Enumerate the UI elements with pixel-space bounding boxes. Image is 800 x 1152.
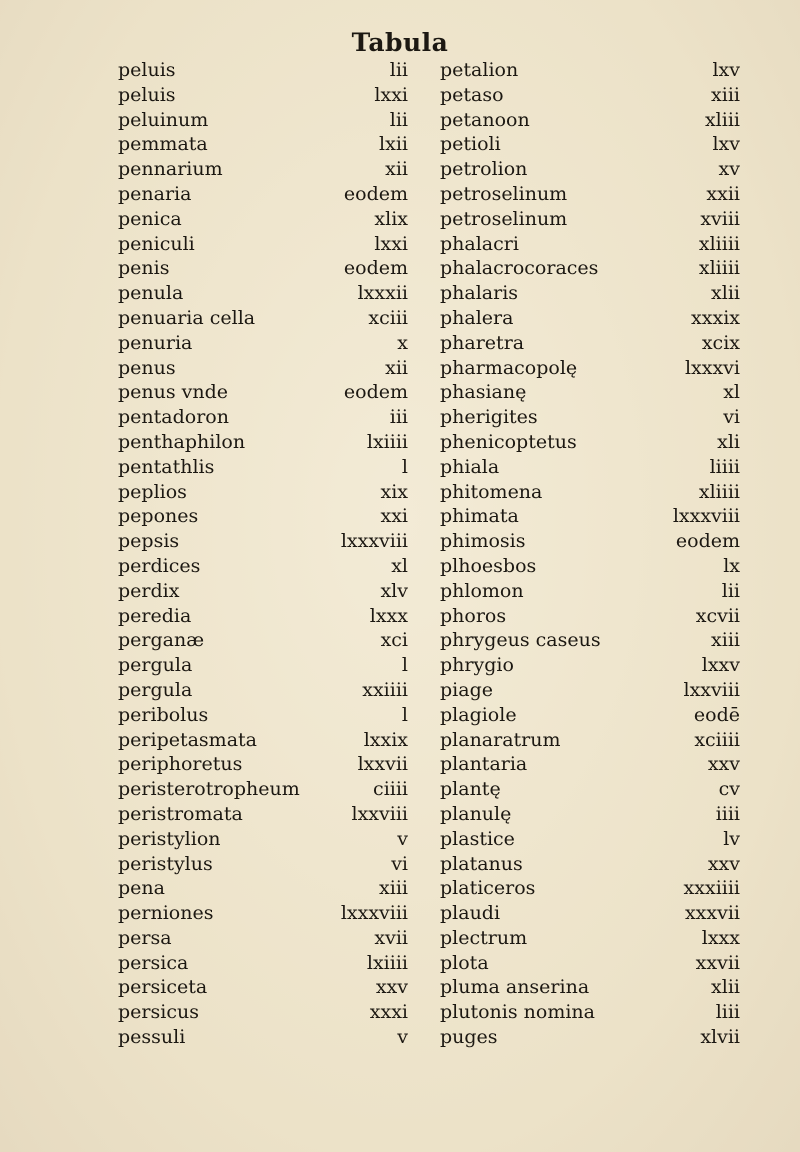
index-term: phalacri <box>440 232 519 255</box>
index-entry <box>118 108 408 133</box>
index-term: pessuli <box>118 1026 186 1049</box>
folio-reference: lxxxii <box>357 282 408 305</box>
folio-reference: xix <box>380 480 408 503</box>
folio-reference: lv <box>723 827 740 850</box>
folio-reference: l <box>401 703 408 726</box>
folio-reference: xliiii <box>698 480 740 503</box>
folio-reference: xxiiii <box>362 678 408 701</box>
index-term: plota <box>440 951 489 974</box>
index-entry <box>118 504 408 529</box>
index-term: plantę <box>440 778 501 801</box>
index-entry <box>440 554 740 579</box>
folio-reference: xxxix <box>691 306 740 329</box>
folio-reference: xviii <box>700 207 740 230</box>
index-term: penus <box>118 356 176 379</box>
folio-reference: lii <box>389 108 408 131</box>
page-title: Tabula <box>351 28 449 57</box>
index-term: peribolus <box>118 703 209 726</box>
index-term: pluma anserina <box>440 976 590 999</box>
index-entry <box>440 405 740 430</box>
index-entry <box>118 232 408 257</box>
index-entry <box>118 480 408 505</box>
folio-reference: liiii <box>709 455 740 478</box>
index-entry <box>118 132 408 157</box>
index-entry <box>118 975 408 1000</box>
folio-reference: xxii <box>706 182 740 205</box>
folio-reference: lxxv <box>701 654 740 677</box>
folio-reference: xxi <box>380 505 408 528</box>
index-term: phimata <box>440 505 519 528</box>
folio-reference: l <box>401 654 408 677</box>
folio-reference: eodē <box>693 703 740 726</box>
index-entry <box>440 678 740 703</box>
index-term: penus vnde <box>118 381 229 404</box>
folio-reference: lxiiii <box>366 951 408 974</box>
index-entry <box>440 281 740 306</box>
folio-reference: lxv <box>712 133 740 156</box>
index-entry <box>440 306 740 331</box>
folio-reference: xiii <box>379 877 408 900</box>
index-entry <box>440 529 740 554</box>
index-entry <box>118 256 408 281</box>
folio-reference: lxxvii <box>357 753 408 776</box>
index-entry <box>440 480 740 505</box>
index-entry <box>440 232 740 257</box>
folio-reference: lxxx <box>701 926 740 949</box>
index-term: platiceros <box>440 877 536 900</box>
folio-reference: liii <box>715 1001 740 1024</box>
index-entry <box>440 876 740 901</box>
folio-reference: xliiii <box>698 232 740 255</box>
index-term: peripetasmata <box>118 728 257 751</box>
index-entry <box>440 653 740 678</box>
folio-reference: xv <box>718 158 740 181</box>
index-entry <box>118 728 408 753</box>
folio-reference: lx <box>723 554 740 577</box>
index-entry <box>440 901 740 926</box>
folio-reference: vi <box>723 406 740 429</box>
folio-reference: lxxxvi <box>684 356 740 379</box>
folio-reference: xxvii <box>695 951 740 974</box>
index-entry <box>118 182 408 207</box>
left-column <box>118 58 408 1050</box>
folio-reference: lxxxviii <box>672 505 740 528</box>
index-term: persa <box>118 926 172 949</box>
folio-reference: eodem <box>343 381 408 404</box>
index-term: penthaphilon <box>118 430 246 453</box>
index-entry <box>440 752 740 777</box>
index-entry <box>440 728 740 753</box>
index-term: plectrum <box>440 926 528 949</box>
folio-reference: cv <box>718 778 740 801</box>
index-entry <box>440 1025 740 1050</box>
index-entry <box>440 430 740 455</box>
index-term: peplios <box>118 480 187 503</box>
index-entry <box>118 703 408 728</box>
index-term: phrygio <box>440 654 514 677</box>
folio-reference: lxxxviii <box>340 530 408 553</box>
folio-reference: lxxx <box>369 604 408 627</box>
index-term: penica <box>118 207 182 230</box>
index-entry <box>440 380 740 405</box>
index-term: phitomena <box>440 480 543 503</box>
index-entry <box>440 356 740 381</box>
folio-reference: eodem <box>675 530 740 553</box>
index-entry <box>118 331 408 356</box>
index-term: phasianę <box>440 381 527 404</box>
index-entry <box>118 58 408 83</box>
index-term: perganæ <box>118 629 205 652</box>
folio-reference: x <box>397 331 408 354</box>
folio-reference: lxxxviii <box>340 902 408 925</box>
folio-reference: vi <box>391 852 408 875</box>
index-entry <box>440 975 740 1000</box>
index-term: pennarium <box>118 158 223 181</box>
index-term: peniculi <box>118 232 195 255</box>
index-term: peluis <box>118 83 176 106</box>
index-term: petioli <box>440 133 501 156</box>
index-term: periphoretus <box>118 753 243 776</box>
index-entry <box>118 207 408 232</box>
index-term: phlomon <box>440 579 524 602</box>
folio-reference: lii <box>721 579 740 602</box>
index-entry <box>118 951 408 976</box>
index-term: peristylus <box>118 852 213 875</box>
folio-reference: lxxviii <box>683 678 740 701</box>
index-term: perniones <box>118 902 214 925</box>
index-term: penula <box>118 282 184 305</box>
folio-reference: xciiii <box>694 728 740 751</box>
index-term: petanoon <box>440 108 530 131</box>
index-term: peristerotropheum <box>118 778 300 801</box>
index-term: pherigites <box>440 406 538 429</box>
index-term: penis <box>118 257 170 280</box>
index-term: plutonis nomina <box>440 1001 595 1024</box>
index-entry <box>118 157 408 182</box>
index-term: perdix <box>118 579 180 602</box>
index-term: petalion <box>440 59 519 81</box>
index-term: pergula <box>118 678 193 701</box>
index-term: pentathlis <box>118 455 215 478</box>
folio-reference: xl <box>391 554 408 577</box>
folio-reference: lxii <box>379 133 408 156</box>
index-term: phimosis <box>440 530 526 553</box>
index-entry <box>118 852 408 877</box>
index-entry <box>118 405 408 430</box>
folio-reference: xxv <box>375 976 408 999</box>
index-entry <box>118 579 408 604</box>
index-entry <box>118 554 408 579</box>
index-entry <box>118 1025 408 1050</box>
index-term: penuaria cella <box>118 306 256 329</box>
index-entry <box>118 628 408 653</box>
index-term: planaratrum <box>440 728 561 751</box>
index-term: penuria <box>118 331 193 354</box>
folio-reference: lxxviii <box>351 802 408 825</box>
index-term: persicus <box>118 1001 199 1024</box>
folio-reference: xlii <box>711 976 740 999</box>
index-entry <box>118 752 408 777</box>
index-term: piage <box>440 678 493 701</box>
folio-reference: xlii <box>711 282 740 305</box>
folio-reference: lxxi <box>374 232 408 255</box>
index-entry <box>440 182 740 207</box>
index-term: petaso <box>440 83 504 106</box>
index-term: phiala <box>440 455 500 478</box>
index-entry <box>118 876 408 901</box>
index-entry <box>118 306 408 331</box>
folio-reference: iii <box>389 406 408 429</box>
index-entry <box>440 1000 740 1025</box>
index-entry <box>440 132 740 157</box>
index-term: plhoesbos <box>440 554 537 577</box>
index-entry <box>118 529 408 554</box>
folio-reference: xvii <box>374 926 408 949</box>
index-term: petroselinum <box>440 182 568 205</box>
folio-reference: l <box>401 455 408 478</box>
folio-reference: xxxi <box>369 1001 408 1024</box>
index-entry <box>118 83 408 108</box>
index-term: phalera <box>440 306 514 329</box>
folio-reference: xliii <box>704 108 740 131</box>
index-term: phalacrocoraces <box>440 257 599 280</box>
index-entry <box>440 83 740 108</box>
index-entry <box>118 802 408 827</box>
index-term: peredia <box>118 604 192 627</box>
folio-reference: xciii <box>368 306 408 329</box>
index-term: pentadoron <box>118 406 229 429</box>
index-entry <box>118 356 408 381</box>
index-entry <box>118 777 408 802</box>
folio-reference: lxv <box>712 59 740 81</box>
index-entry <box>118 455 408 480</box>
index-entry <box>440 157 740 182</box>
index-entry <box>118 827 408 852</box>
folio-reference: xxv <box>707 753 740 776</box>
folio-reference: xliiii <box>698 257 740 280</box>
index-entry <box>440 331 740 356</box>
index-entry <box>118 901 408 926</box>
folio-reference: xli <box>717 430 740 453</box>
folio-reference: xlix <box>374 207 408 230</box>
index-term: pharetra <box>440 331 525 354</box>
folio-reference: lxxix <box>363 728 408 751</box>
folio-reference: xlvii <box>700 1026 740 1049</box>
index-term: petrolion <box>440 158 528 181</box>
folio-reference: lxiiii <box>366 430 408 453</box>
index-term: pharmacopolę <box>440 356 578 379</box>
folio-reference: v <box>397 827 408 850</box>
index-term: pepones <box>118 505 199 528</box>
index-entry <box>440 604 740 629</box>
index-term: plantaria <box>440 753 528 776</box>
index-term: penaria <box>118 182 192 205</box>
index-term: pemmata <box>118 133 208 156</box>
index-term: pena <box>118 877 165 900</box>
index-entry <box>440 628 740 653</box>
folio-reference: xlv <box>380 579 408 602</box>
index-entry <box>440 207 740 232</box>
index-term: persiceta <box>118 976 208 999</box>
folio-reference: lii <box>389 59 408 81</box>
folio-reference: eodem <box>343 257 408 280</box>
index-term: peluis <box>118 59 176 81</box>
index-entry <box>118 281 408 306</box>
folio-reference: lxxi <box>374 83 408 106</box>
folio-reference: xxxiiii <box>683 877 740 900</box>
folio-reference: xii <box>385 356 408 379</box>
folio-reference: iiii <box>715 802 740 825</box>
index-term: peristylion <box>118 827 221 850</box>
index-entry <box>440 926 740 951</box>
folio-reference: xii <box>385 158 408 181</box>
folio-reference: xci <box>380 629 408 652</box>
index-term: persica <box>118 951 189 974</box>
folio-reference: xiii <box>711 629 740 652</box>
folio-reference: xl <box>723 381 740 404</box>
folio-reference: ciiii <box>373 778 408 801</box>
index-entry <box>440 256 740 281</box>
index-term: plastice <box>440 827 515 850</box>
folio-reference: xxxvii <box>684 902 740 925</box>
index-term: phrygeus caseus <box>440 629 601 652</box>
folio-reference: v <box>397 1026 408 1049</box>
index-entry <box>440 455 740 480</box>
index-entry <box>118 1000 408 1025</box>
folio-reference: xcvii <box>695 604 740 627</box>
right-column <box>440 58 740 1050</box>
index-term: phenicoptetus <box>440 430 577 453</box>
index-entry <box>440 108 740 133</box>
index-entry <box>118 926 408 951</box>
folio-reference: eodem <box>343 182 408 205</box>
index-entry <box>440 802 740 827</box>
index-entry <box>118 604 408 629</box>
index-term: pepsis <box>118 530 180 553</box>
index-term: petroselinum <box>440 207 568 230</box>
index-term: peristromata <box>118 802 243 825</box>
index-term: puges <box>440 1026 498 1049</box>
folio-reference: xiii <box>711 83 740 106</box>
index-term: phoros <box>440 604 507 627</box>
index-term: perdices <box>118 554 201 577</box>
index-entry <box>118 653 408 678</box>
index-entry <box>440 58 740 83</box>
index-entry <box>440 852 740 877</box>
index-term: peluinum <box>118 108 209 131</box>
index-entry <box>118 430 408 455</box>
index-entry <box>440 579 740 604</box>
folio-reference: xcix <box>701 331 740 354</box>
index-entry <box>440 951 740 976</box>
folio-reference: xxv <box>707 852 740 875</box>
index-entry <box>440 777 740 802</box>
index-term: platanus <box>440 852 523 875</box>
index-term: planulę <box>440 802 512 825</box>
index-entry <box>440 703 740 728</box>
index-term: phalaris <box>440 282 519 305</box>
index-entry <box>118 678 408 703</box>
index-entry <box>440 827 740 852</box>
index-entry <box>118 380 408 405</box>
index-term: pergula <box>118 654 193 677</box>
index-term: plaudi <box>440 902 501 925</box>
index-entry <box>440 504 740 529</box>
index-term: plagiole <box>440 703 517 726</box>
